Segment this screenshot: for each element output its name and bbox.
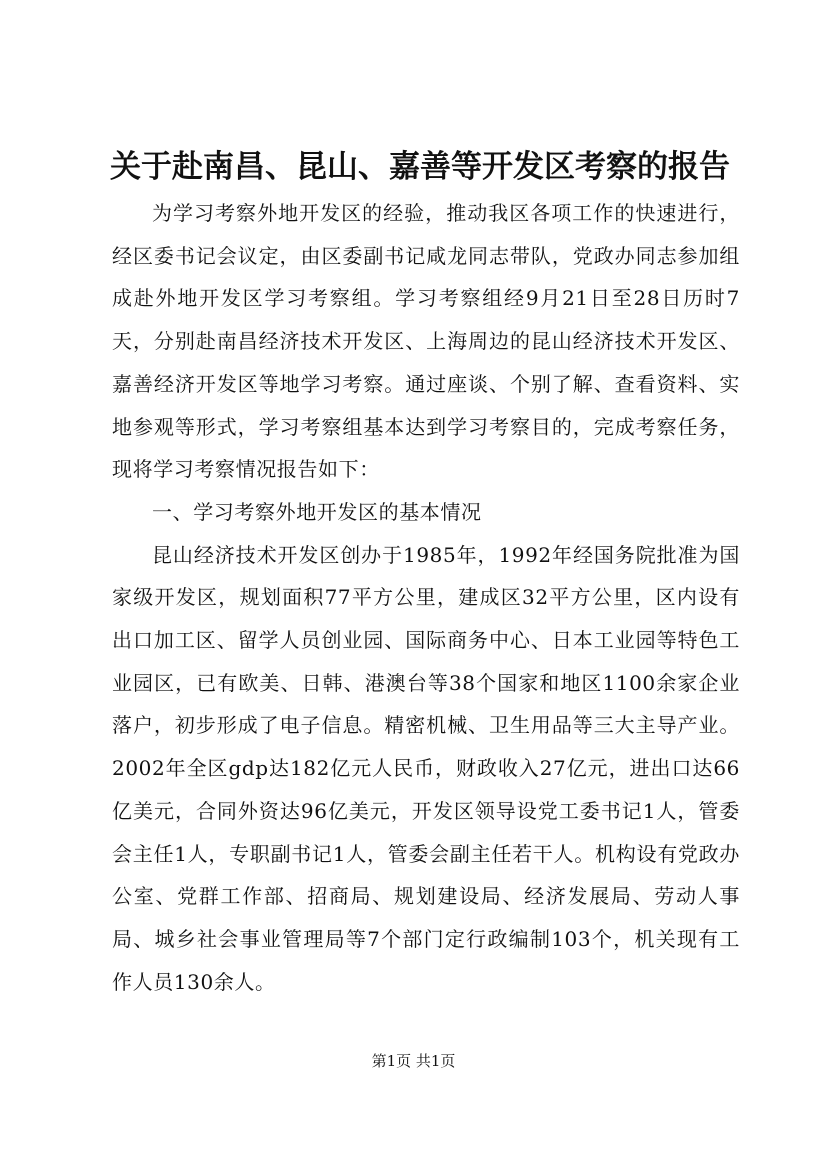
- section-heading: 一、学习考察外地开发区的基本情况: [152, 499, 482, 524]
- page-footer: 第1页 共1页: [371, 1052, 456, 1070]
- document-body: [112, 192, 740, 1003]
- paragraph-intro: 为学习考察外地开发区的经验，推动我区各项工作的快速进行，经区委书记会议定，由区委副书记咸龙同志带队，党政办同志参加组成赴外地开发区学习考察组。学习考察组经9月21日至28日历时7天，分别赴南昌经济技术开发区、上海周边的昆山经济技术开发区、嘉善经济开发区等地学习考察。通过座谈、个别了解、查看资料、实地参观等形式，学习考察组基本达到学习考察目的，完成考察任务，现将学习考察情况报告如下：: [112, 201, 740, 482]
- document-title: 关于赴南昌、昆山、嘉善等开发区考察的报告: [110, 149, 730, 185]
- paragraph-kunshan: 昆山经济技术开发区创办于1985年，1992年经国务院批准为国家级开发区，规划面积77平方公里，建成区32平方公里，区内设有出口加工区、留学人员创业园、国际商务中心、日本工业园等特色工业园区，已有欧美、日韩、港澳台等38个国家和地区1100余家企业落户，初步形成了电子信息。精密机械、卫生用品等三大主导产业。2002年全区gdp达182亿元人民币，财政收入27亿元，进出口达66亿美元，合同外资达96亿美元，开发区领导设党工委书记1人，管委会主任1人，专职副书记1人，管委会副主任若干人。机构设有党政办公室、党群工作部、招商局、规划建设局、经济发展局、劳动人事局、城乡社会事业管理局等7个部门定行政编制103个，机关现有工作人员130余人。: [112, 542, 740, 994]
